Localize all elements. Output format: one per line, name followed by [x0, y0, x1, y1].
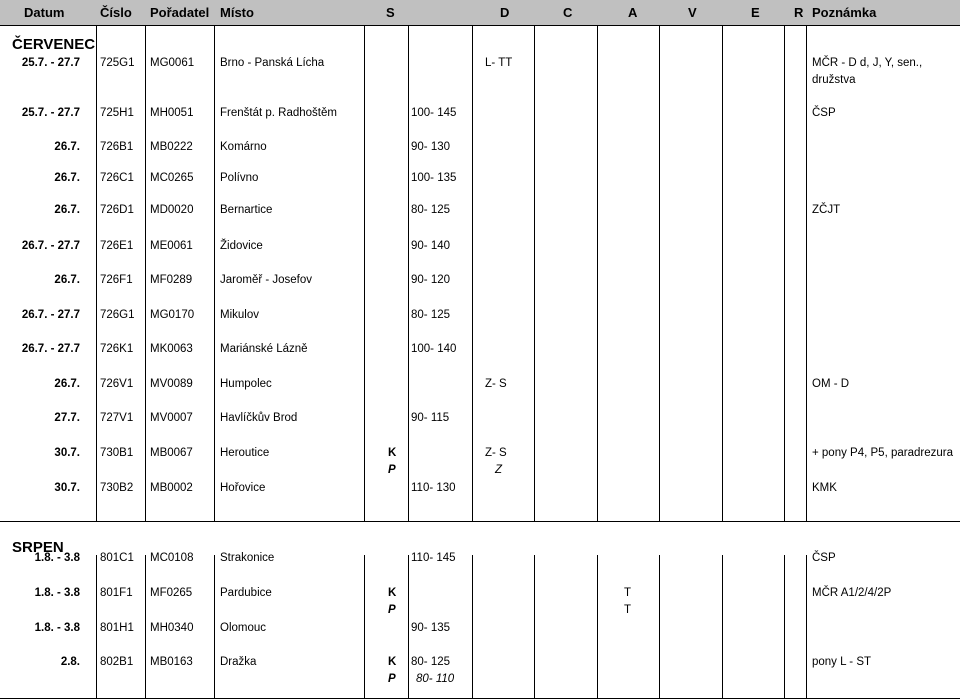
col-header-v: V — [688, 5, 697, 20]
row-cislo: 725G1 — [100, 57, 135, 69]
column-rule — [96, 25, 97, 521]
row-misto: Jaroměř - Josefov — [220, 274, 313, 286]
row-cislo: 726E1 — [100, 240, 134, 252]
row-misto: Humpolec — [220, 378, 272, 390]
section-divider — [0, 521, 960, 522]
row-v: T — [624, 587, 632, 599]
row-date: 30.7. — [54, 447, 80, 459]
row-cislo: 726B1 — [100, 141, 134, 153]
col-header-poradatel: Pořadatel — [150, 5, 210, 20]
row-c: 90- 140 — [411, 240, 451, 252]
row-c: 80- 125 — [411, 656, 451, 668]
row-poznamka: ZČJT — [812, 204, 841, 216]
row-misto: Strakonice — [220, 552, 275, 564]
row-c: 90- 115 — [411, 412, 450, 424]
row-c: 90- 135 — [411, 622, 451, 634]
row-a-cont: Z — [495, 464, 503, 476]
row-poradatel: MD0020 — [150, 204, 194, 216]
column-rule — [145, 555, 146, 699]
row-cislo: 725H1 — [100, 107, 134, 119]
row-poznamka: pony L - ST — [812, 656, 872, 668]
row-s-cont: P — [388, 464, 396, 476]
column-rule — [472, 25, 473, 521]
column-rule — [472, 555, 473, 699]
row-cislo: 726D1 — [100, 204, 134, 216]
row-date: 26.7. — [54, 274, 80, 286]
row-poradatel: MF0265 — [150, 587, 193, 599]
row-poznamka: KMK — [812, 482, 837, 494]
row-cislo: 726V1 — [100, 378, 134, 390]
column-rule — [784, 25, 785, 521]
row-c: 110- 145 — [411, 552, 456, 564]
col-header-e: E — [751, 5, 760, 20]
column-rule — [806, 555, 807, 699]
row-date: 26.7. — [54, 204, 80, 216]
column-rule — [534, 555, 535, 699]
row-poradatel: MB0222 — [150, 141, 193, 153]
row-poradatel: MG0170 — [150, 309, 195, 321]
row-date: 25.7. - 27.7 — [21, 57, 80, 69]
row-cislo: 802B1 — [100, 656, 134, 668]
row-date: 30.7. — [54, 482, 80, 494]
row-poradatel: ME0061 — [150, 240, 193, 252]
row-poznamka: OM - D — [812, 378, 850, 390]
row-c-cont: 80- 110 — [416, 673, 455, 685]
col-header-c: C — [563, 5, 573, 20]
column-rule — [364, 555, 365, 699]
row-a: Z- S — [485, 378, 507, 390]
column-rule — [408, 25, 409, 521]
row-poradatel: MC0265 — [150, 172, 194, 184]
row-date: 1.8. - 3.8 — [34, 622, 80, 634]
row-misto: Pardubice — [220, 587, 272, 599]
row-s: K — [388, 587, 397, 599]
row-c: 80- 125 — [411, 204, 451, 216]
row-poznamka: MČR A1/2/4/2P — [812, 587, 892, 599]
row-poznamka: + pony P4, P5, paradrezura — [812, 447, 953, 459]
column-rule — [145, 25, 146, 521]
row-date: 1.8. - 3.8 — [34, 552, 80, 564]
column-rule — [784, 555, 785, 699]
row-cislo: 801C1 — [100, 552, 134, 564]
row-misto: Frenštát p. Radhoštěm — [220, 107, 337, 119]
row-misto: Olomouc — [220, 622, 267, 634]
row-s: K — [388, 656, 397, 668]
row-cislo: 730B2 — [100, 482, 134, 494]
row-poradatel: MV0007 — [150, 412, 193, 424]
row-c: 100- 135 — [411, 172, 457, 184]
column-rule — [597, 555, 598, 699]
col-header-datum: Datum — [24, 5, 65, 20]
column-rule — [364, 25, 365, 521]
row-c: 110- 130 — [411, 482, 456, 494]
row-poradatel: MH0051 — [150, 107, 194, 119]
row-cislo: 726C1 — [100, 172, 134, 184]
column-rule — [408, 555, 409, 699]
table-header — [0, 0, 960, 25]
col-header-r: R — [794, 5, 804, 20]
row-s: K — [388, 447, 397, 459]
row-poradatel: MH0340 — [150, 622, 194, 634]
column-rule — [96, 555, 97, 699]
row-a: Z- S — [485, 447, 507, 459]
section-title-srpen: SRPEN — [12, 539, 64, 556]
row-c: 100- 140 — [411, 343, 457, 355]
row-date: 26.7. - 27.7 — [21, 240, 80, 252]
row-c: 100- 145 — [411, 107, 457, 119]
column-rule — [722, 25, 723, 521]
section-title-cervenec: ČERVENEC — [12, 36, 96, 53]
column-rule — [214, 555, 215, 699]
row-misto: Mikulov — [220, 309, 259, 321]
row-date: 27.7. — [54, 412, 80, 424]
row-date: 26.7. - 27.7 — [21, 309, 80, 321]
row-poradatel: MB0002 — [150, 482, 193, 494]
row-misto: Brno - Panská Lícha — [220, 57, 325, 69]
row-cislo: 726F1 — [100, 274, 133, 286]
row-c: 90- 130 — [411, 141, 451, 153]
row-misto: Mariánské Lázně — [220, 343, 308, 355]
row-cislo: 801H1 — [100, 622, 134, 634]
col-header-a: A — [628, 5, 638, 20]
row-v-cont: T — [624, 604, 632, 616]
row-poradatel: MC0108 — [150, 552, 194, 564]
row-poradatel: MV0089 — [150, 378, 193, 390]
row-date: 1.8. - 3.8 — [34, 587, 80, 599]
row-date: 26.7. - 27.7 — [21, 343, 80, 355]
row-poradatel: MK0063 — [150, 343, 193, 355]
row-date: 2.8. — [60, 656, 80, 668]
col-header-d: D — [500, 5, 510, 20]
row-c: 90- 120 — [411, 274, 451, 286]
row-c: 80- 125 — [411, 309, 451, 321]
row-a: L- TT — [485, 57, 513, 69]
col-header-s: S — [386, 5, 395, 20]
col-header-poznamka: Poznámka — [812, 5, 877, 20]
row-cislo: 730B1 — [100, 447, 134, 459]
header-divider — [0, 25, 960, 26]
column-rule — [806, 25, 807, 521]
row-misto: Havlíčkův Brod — [220, 412, 298, 424]
row-date: 26.7. — [54, 172, 80, 184]
row-poradatel: MB0163 — [150, 656, 193, 668]
row-date: 26.7. — [54, 378, 80, 390]
column-rule — [597, 25, 598, 521]
row-poznamka-cont: družstva — [812, 74, 856, 86]
row-misto: Polívno — [220, 172, 259, 184]
row-s-cont: P — [388, 673, 396, 685]
row-cislo: 726K1 — [100, 343, 134, 355]
row-cislo: 801F1 — [100, 587, 133, 599]
row-poznamka: ČSP — [812, 552, 836, 564]
column-rule — [214, 25, 215, 521]
row-misto: Bernartice — [220, 204, 273, 216]
row-misto: Dražka — [220, 656, 257, 668]
row-poradatel: MB0067 — [150, 447, 193, 459]
row-date: 25.7. - 27.7 — [21, 107, 80, 119]
row-cislo: 726G1 — [100, 309, 135, 321]
row-poradatel: MF0289 — [150, 274, 193, 286]
row-misto: Židovice — [220, 240, 263, 252]
row-misto: Komárno — [220, 141, 267, 153]
row-poznamka: ČSP — [812, 107, 836, 119]
row-misto: Hořovice — [220, 482, 266, 494]
row-poznamka: MČR - D d, J, Y, sen., — [812, 57, 923, 69]
row-poradatel: MG0061 — [150, 57, 195, 69]
col-header-misto: Místo — [220, 5, 254, 20]
row-s-cont: P — [388, 604, 396, 616]
column-rule — [659, 25, 660, 521]
row-misto: Heroutice — [220, 447, 270, 459]
row-cislo: 727V1 — [100, 412, 134, 424]
column-rule — [722, 555, 723, 699]
column-rule — [534, 25, 535, 521]
column-rule — [659, 555, 660, 699]
row-date: 26.7. — [54, 141, 80, 153]
col-header-cislo: Číslo — [100, 5, 132, 20]
